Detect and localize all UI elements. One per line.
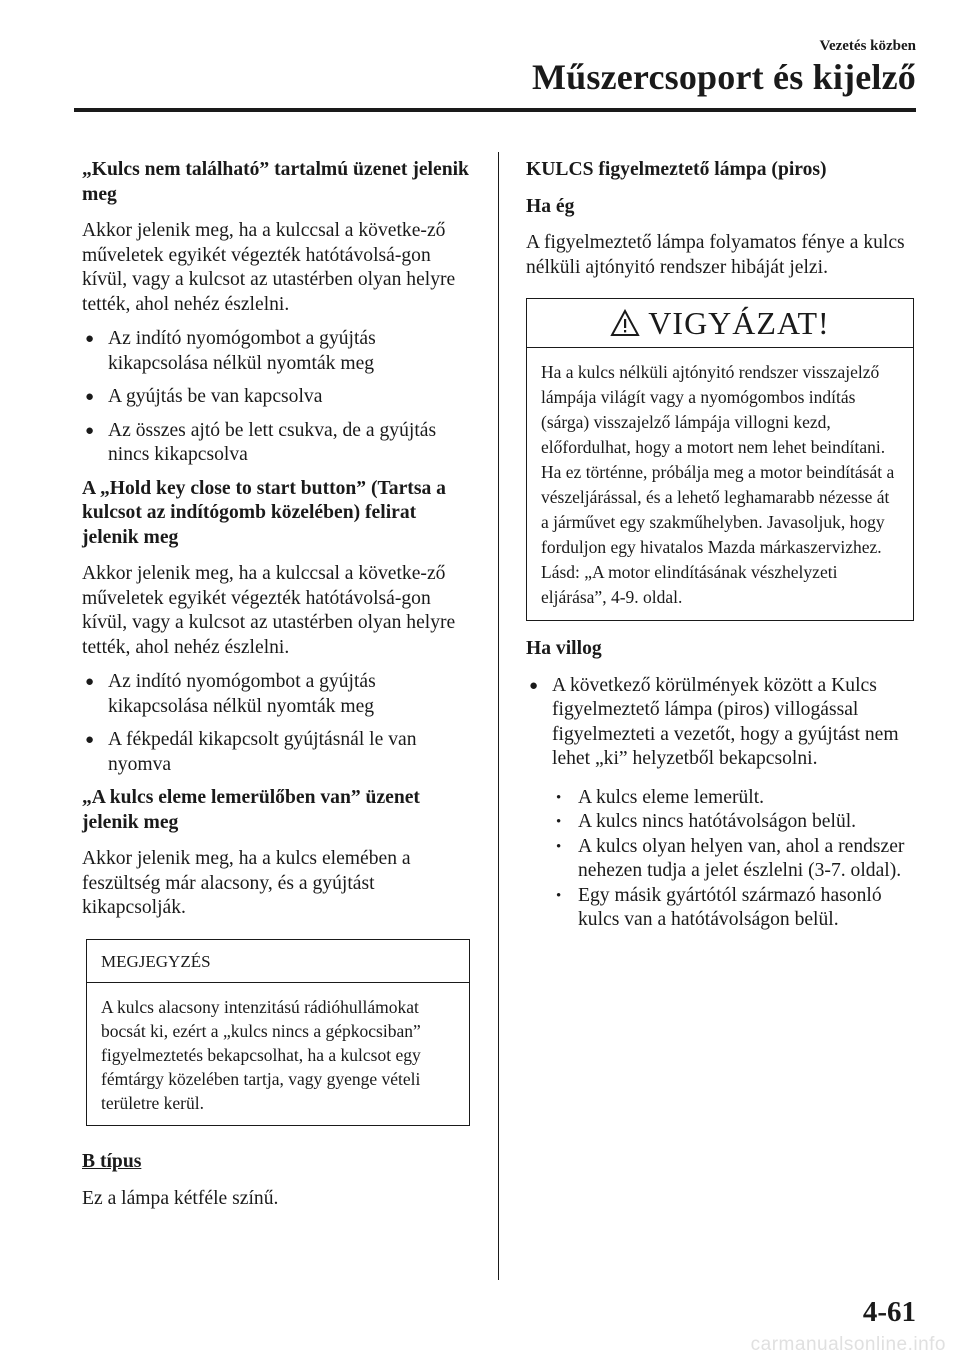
heading-if-flashing: Ha villog [526, 638, 602, 659]
bullet-list [82, 670, 474, 777]
warning-header [527, 299, 913, 348]
heading-battery-low: „A kulcs eleme lemerülőben van” üzenet jelenik meg [82, 787, 420, 833]
left-column [82, 158, 474, 1221]
bullet-dot-icon: ● [85, 674, 95, 690]
heading-if-on: Ha ég [526, 195, 575, 217]
bullet-list [82, 327, 474, 468]
list-item: ● Az indító nyomógombot a gyújtás kikapcsolása nélkül nyomták meg [85, 328, 376, 374]
list-item: ● A következő körülmények között a Kulcs figyelmeztető lámpa (piros) villogással figyelmezteti a vezetőt, hogy a gyújtást nem lehet „ki” helyzetből bekapcsolni. • A kulcs eleme lemerült. • A kulcs nincs hatótávolságon belül. • A kulcs olyan helyen van, ahol a rendszer nehezen tudja a jelet észlelni (3-7. oldal). • Egy másik gyártótól származó hasonló kulcs van a hatótávolságon belül. [526, 674, 918, 933]
paragraph: Akkor jelenik meg, ha a kulcs elemében a feszültség már alacsony, és a gyújtást kikapcsolják. [82, 848, 411, 918]
right-column [526, 158, 918, 942]
bullet-dot-icon: ● [85, 331, 95, 347]
sub-list-item: • A kulcs nincs hatótávolságon belül. [556, 811, 857, 832]
page-number: 4-61 [862, 1296, 916, 1328]
heading-hold-key: A „Hold key close to start button” (Tartsa a kulcsot az indítógomb közelében) felirat jelenik meg [82, 477, 446, 548]
note-body: A kulcs alacsony intenzitású rádióhullámokat bocsát ki, ezért a „kulcs nincs a gépkocsiban” figyelmeztetés bekapcsolhat, ha a kulcsot egy fémtárgy közelében tartja, vagy gyenge vételi területre kerül. [101, 997, 421, 1113]
paragraph: Ez a lámpa kétféle színű. [82, 1187, 279, 1209]
subheading-b-type: B típus [82, 1151, 142, 1172]
paragraph: Akkor jelenik meg, ha a kulccsal a követke-ző műveletek egyikét végezték hatótávolsá-gon kívül, vagy a kulcsot az utastérben olyan helyre tették, ahol nehéz észlelni. [82, 563, 456, 658]
sub-list-item: • A kulcs eleme lemerült. [556, 786, 765, 808]
warning-triangle-icon [610, 309, 640, 337]
bullet-list [526, 674, 918, 933]
page-title: Műszercsoport és kijelző [531, 57, 916, 97]
paragraph: Akkor jelenik meg, ha a kulccsal a követke-ző műveletek egyikét végezték hatótávolsá-gon kívül, vagy a kulcsot az utastérben olyan helyre tették, ahol nehéz észlelni. [82, 220, 456, 315]
note-title: MEGJEGYZÉS [87, 940, 469, 984]
list-item: ● Az indító nyomógombot a gyújtás kikapcsolása nélkül nyomták meg [85, 671, 376, 717]
sub-list-item: • A kulcs olyan helyen van, ahol a rendszer nehezen tudja a jelet észlelni (3-7. oldal). [556, 835, 905, 881]
section-header: Vezetés közben [819, 38, 916, 54]
note-box [86, 939, 470, 1127]
sub-list [552, 786, 918, 933]
header-rule [74, 108, 916, 112]
bullet-dot-icon: ● [85, 422, 95, 439]
list-item: ● A fékpedál kikapcsolt gyújtásnál le van nyomva [85, 729, 417, 775]
warning-box [526, 298, 914, 621]
bullet-dot-icon: ● [85, 732, 95, 748]
column-divider [498, 152, 499, 1280]
list-item: ● A gyújtás be van kapcsolva [82, 385, 474, 410]
bullet-dot-icon: ● [85, 389, 95, 405]
sub-list-item: • Egy másik gyártótól származó hasonló kulcs van a hatótávolságon belül. [556, 884, 882, 930]
paragraph: A figyelmeztető lámpa folyamatos fénye a kulcs nélküli ajtónyitó rendszer hibáját jelzi. [526, 232, 905, 278]
watermark: carmanualsonline.info [750, 1334, 946, 1355]
warning-title: VIGYÁZAT! [648, 304, 830, 341]
list-item: ● Az összes ajtó be lett csukva, de a gyújtás nincs kikapcsolva [85, 419, 437, 465]
heading-key-warning-lamp: KULCS figyelmeztető lámpa (piros) [526, 159, 827, 180]
warning-body: Ha a kulcs nélküli ajtónyitó rendszer visszajelző lámpája világít vagy a nyomógombos indítás (sárga) visszajelző lámpája villogni kezd, előfordulhat, hogy a motort nem lehet beindítani. Ha ez történne, próbálja meg a motor beindítását a vészeljárással, és a lehető leghamarabb nézesse át a járművet egy szakműhelyben. Javasoljuk, hogy forduljon egy hivatalos Mazda márkaszervizhez. Lásd: „A motor elindításának vészhelyzeti eljárása”, 4-9. oldal. [541, 362, 895, 607]
heading-key-not-found: „Kulcs nem található” tartalmú üzenet jelenik meg [82, 159, 469, 205]
bullet-dot-icon: ● [529, 677, 539, 694]
